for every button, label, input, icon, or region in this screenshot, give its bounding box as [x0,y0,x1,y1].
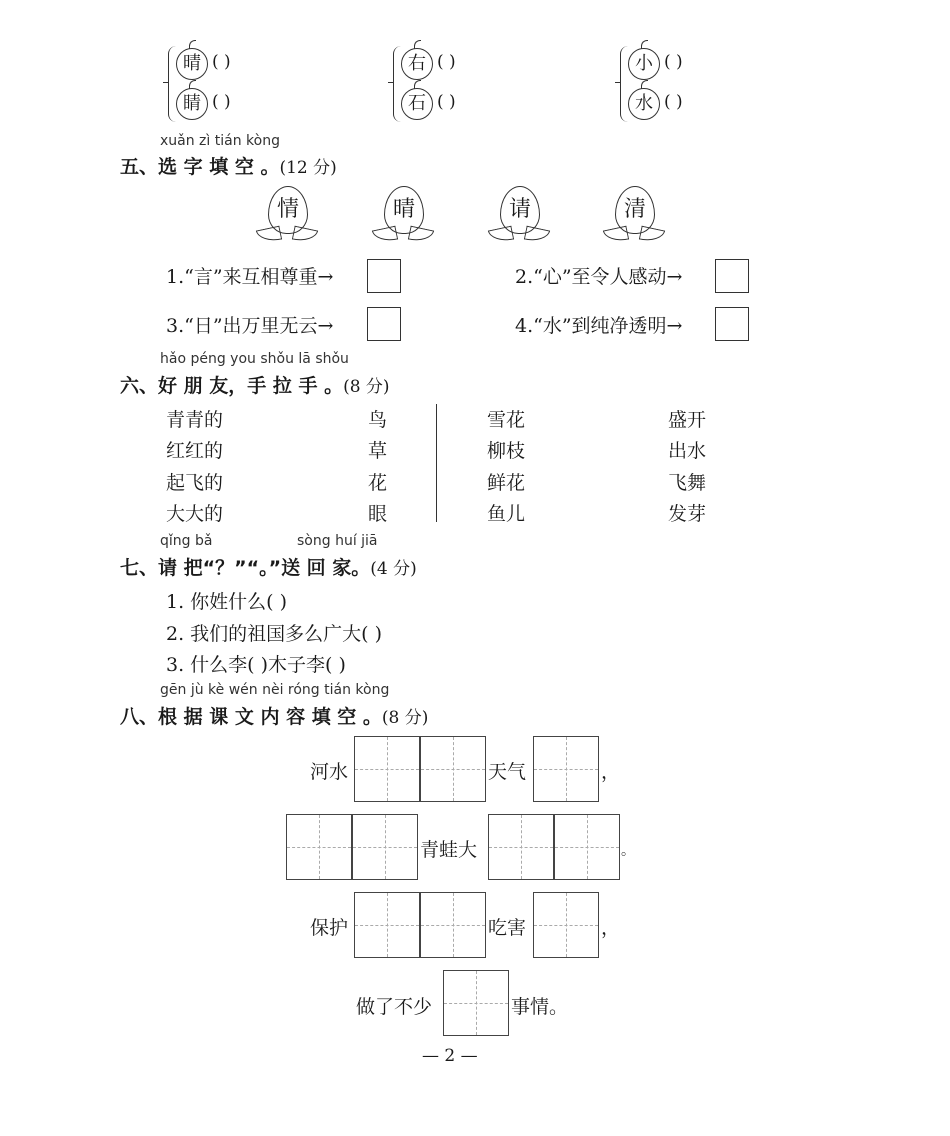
recite-text: 青蛙大 [420,839,478,861]
punct-item-2[interactable]: 2. 我们的祖国多么广大( ) [166,623,383,645]
recite-text: 做了不少 [356,996,433,1018]
answer-box[interactable] [367,307,401,341]
answer-paren[interactable]: ( ) [212,92,231,112]
recite-text: 。 [621,843,635,859]
answer-box[interactable] [367,259,401,293]
apple-char: 睛 [176,88,208,120]
section7-title: 七、请 把“？”“。”送 回 家。(4 分) [120,557,417,579]
apple-char: 右 [401,48,433,80]
answer-paren[interactable]: ( ) [437,52,456,72]
answer-box[interactable] [715,307,749,341]
section6-pinyin: hǎo péng you shǒu lā shǒu [160,351,349,367]
section8-title: 八、根 据 课 文 内 容 填 空 。(8 分) [120,706,429,728]
punct-item-3[interactable]: 3. 什么李( )木子李( ) [166,654,346,676]
recite-text: ， [601,761,621,783]
match-word[interactable]: 发芽 [668,503,707,525]
recite-text: 保护 [310,917,349,939]
recite-text: 吃害 [488,917,527,939]
section7-pinyin-1: qǐng bǎ [160,533,213,549]
writing-grid-cell[interactable] [443,970,509,1036]
fill-item-2: 2.“心”至令人感动→ [515,266,683,288]
match-word[interactable]: 雪花 [487,409,526,431]
writing-grid-cell[interactable] [533,892,599,958]
answer-paren[interactable]: ( ) [664,52,683,72]
peach-char-4: 清 [598,186,668,250]
fill-item-4: 4.“水”到纯净透明→ [515,315,683,337]
peach-char-3: 请 [483,186,553,250]
match-word[interactable]: 柳枝 [487,440,526,462]
writing-grid-cell[interactable] [488,814,554,880]
section7-pinyin-2: sòng huí jiā [297,533,378,549]
match-word[interactable]: 花 [368,472,388,494]
writing-grid-cell[interactable] [286,814,352,880]
recite-text: 事情。 [511,996,569,1018]
match-word[interactable]: 出水 [668,440,707,462]
apple-char: 小 [628,48,660,80]
writing-grid-cell[interactable] [420,892,486,958]
peach-char-2: 晴 [367,186,437,250]
peach-char-1: 情 [251,186,321,250]
writing-grid-cell[interactable] [352,814,418,880]
match-word[interactable]: 青青的 [166,409,224,431]
fill-item-3: 3.“日”出万里无云→ [166,315,334,337]
section8-pinyin: gēn jù kè wén nèi róng tián kòng [160,682,390,698]
match-word[interactable]: 鱼儿 [487,503,526,525]
apple-char: 石 [401,88,433,120]
writing-grid-cell[interactable] [354,892,420,958]
match-word[interactable]: 草 [368,440,388,462]
apple-char: 水 [628,88,660,120]
section6-title: 六、好 朋 友，手 拉 手 。(8 分) [120,375,390,397]
answer-paren[interactable]: ( ) [212,52,231,72]
writing-grid-cell[interactable] [354,736,420,802]
recite-text: ， [601,917,621,939]
writing-grid-cell[interactable] [533,736,599,802]
match-word[interactable]: 眼 [368,503,388,525]
recite-text: 河水 [310,761,349,783]
section5-pinyin: xuǎn zì tián kòng [160,133,280,149]
match-word[interactable]: 飞舞 [668,472,707,494]
fill-item-1: 1.“言”来互相尊重→ [166,266,334,288]
writing-grid-cell[interactable] [554,814,620,880]
page-number: — 2 — [422,1046,478,1066]
writing-grid-cell[interactable] [420,736,486,802]
answer-paren[interactable]: ( ) [437,92,456,112]
column-divider [436,404,437,522]
answer-box[interactable] [715,259,749,293]
match-word[interactable]: 大大的 [166,503,224,525]
match-word[interactable]: 起飞的 [166,472,224,494]
match-word[interactable]: 鲜花 [487,472,526,494]
section5-title: 五、选 字 填 空 。(12 分) [120,156,337,178]
match-word[interactable]: 红红的 [166,440,224,462]
apple-char: 晴 [176,48,208,80]
answer-paren[interactable]: ( ) [664,92,683,112]
recite-text: 天气 [488,761,527,783]
punct-item-1[interactable]: 1. 你姓什么( ) [166,591,288,613]
match-word[interactable]: 盛开 [668,409,707,431]
match-word[interactable]: 鸟 [368,409,388,431]
